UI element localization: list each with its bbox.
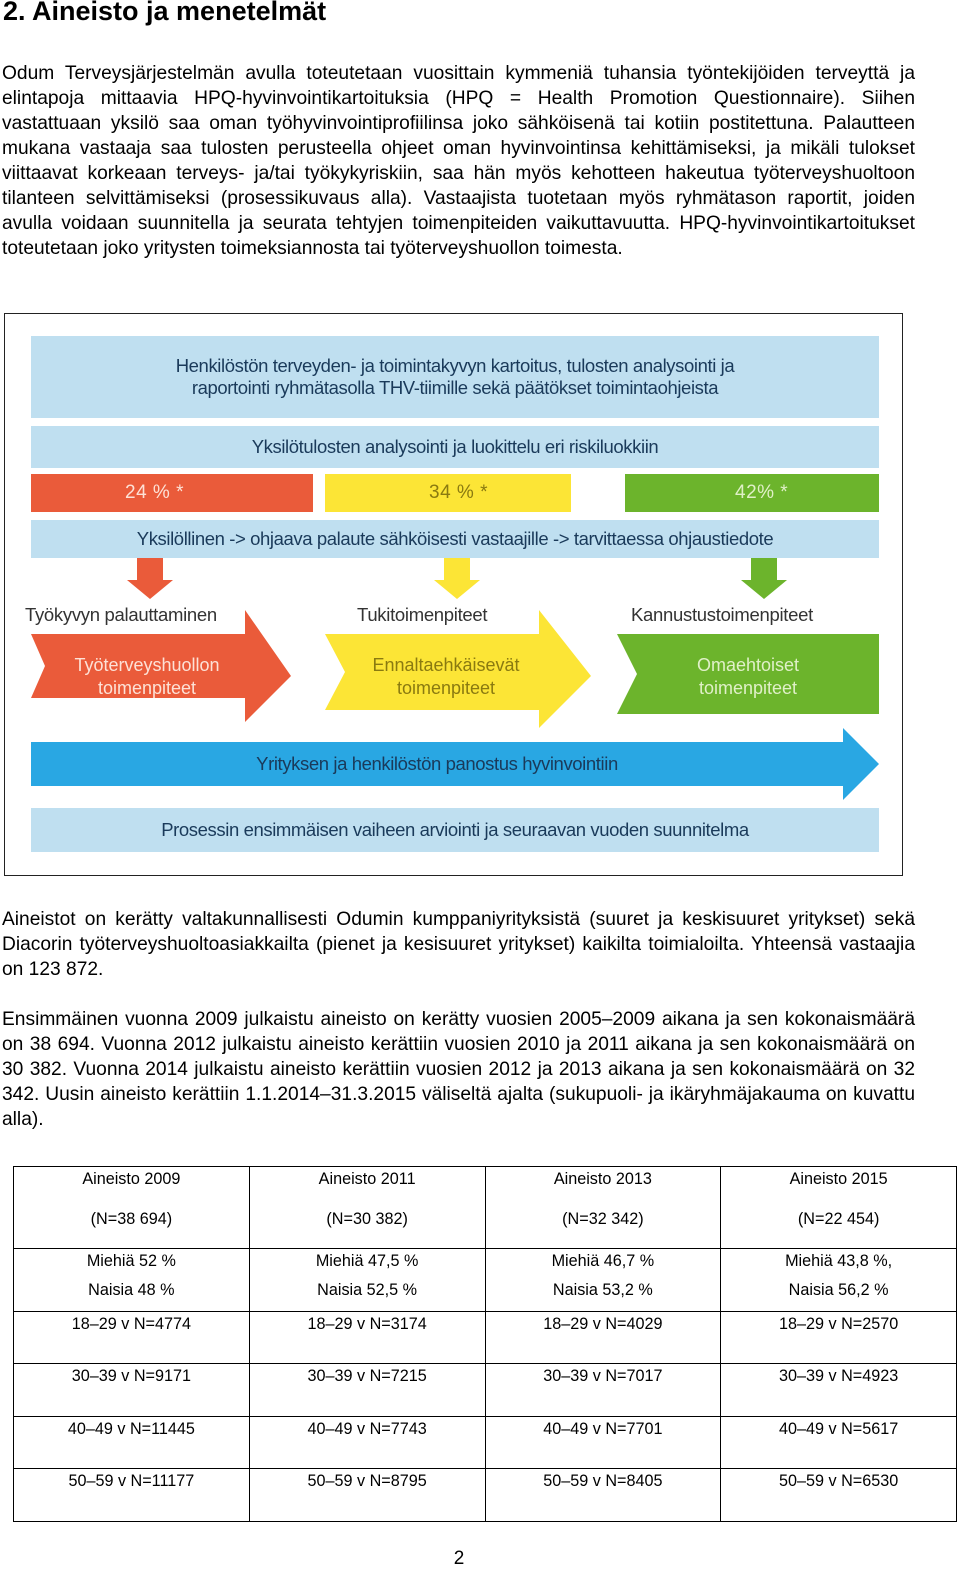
blue-arrow-text: Yrityksen ja henkilöstön panostus hyvinvointiin bbox=[256, 753, 618, 774]
section-heading: 2. Aineisto ja menetelmät bbox=[3, 0, 327, 26]
pct-yellow: 34 % * bbox=[429, 482, 488, 503]
down-arrow-yellow bbox=[434, 558, 480, 599]
table-row-gender bbox=[14, 1249, 957, 1312]
pct-red: 24 % * bbox=[125, 482, 184, 503]
intro-paragraph: Odum Terveysjärjestelmän avulla toteutetaan vuosittain kymmeniä tuhansia työntekijöiden terveyttä ja elintapoja mittaavia HPQ-hyvinvointikartoituksia (HPQ = Health Promotion Questionnaire). Siihen vastattuaan yksilö saa oman työhyvinvointiprofiilinsa joko sähköisenä tai kotiin postitettuna. Palautteen mukana vastaaja saa tulosten perusteella ohjeet oman hyvinvointinsa kehittämiseksi, ja mikäli tulokset viittaavat korkeaan terveys- ja/tai työkykyriskiin, saa hän myös kehotteen hakeutua työterveyshuoltoon tilanteen selvittämiseksi (prosessikuvaus alla). Vastaajista tuotetaan myös ryhmätason raportit, joiden avulla voidaan suunnitella ja seurata tehtyjen toimenpiteiden vaikuttavuutta. HPQ-hyvinvointikartoitukset toteutetaan joko yritysten toimeksiannosta tai työterveyshuollon toimesta. bbox=[2, 63, 915, 259]
table-cell: 30–39 v N=4923 bbox=[721, 1364, 957, 1417]
table-cell: 40–49 v N=5617 bbox=[721, 1417, 957, 1469]
table-cell: 18–29 v N=2570 bbox=[721, 1312, 957, 1364]
table-cell: 30–39 v N=7017 bbox=[485, 1364, 721, 1417]
table-cell: 30–39 v N=9171 bbox=[14, 1364, 250, 1417]
table-cell: 50–59 v N=8795 bbox=[249, 1469, 485, 1522]
label-work-ability: Työkyvyn palauttaminen bbox=[25, 604, 217, 625]
table-cell: 40–49 v N=7701 bbox=[485, 1417, 721, 1469]
table-cell: Miehiä 47,5 % Naisia 52,5 % bbox=[249, 1249, 485, 1312]
table-row-age-40-49 bbox=[14, 1417, 957, 1469]
table-row-age-18-29 bbox=[14, 1312, 957, 1364]
band-analysis-text: Yksilötulosten analysointi ja luokittelu eri riskiluokkiin bbox=[251, 436, 659, 457]
label-support: Tukitoimenpiteet bbox=[357, 604, 488, 625]
process-diagram bbox=[4, 313, 903, 876]
band-evaluation-text: Prosessin ensimmäisen vaiheen arviointi ja seuraavan vuoden suunnitelma bbox=[161, 819, 749, 840]
table-cell: Aineisto 2013 (N=32 342) bbox=[485, 1167, 721, 1249]
table-cell: 18–29 v N=4774 bbox=[14, 1312, 250, 1364]
table-cell: 30–39 v N=7215 bbox=[249, 1364, 485, 1417]
table-cell: 50–59 v N=8405 bbox=[485, 1469, 721, 1522]
band-assessment-line1: Henkilöstön terveyden- ja toimintakyvyn kartoitus, tulosten analysointi ja bbox=[175, 355, 735, 376]
arrow-green-line1: Omaehtoiset bbox=[696, 655, 800, 675]
down-arrow-green bbox=[741, 558, 787, 599]
arrow-green-text bbox=[645, 654, 851, 700]
arrow-green-line2: toimenpiteet bbox=[698, 678, 798, 698]
data-sources-paragraph: Aineistot on kerätty valtakunnallisesti Odumin kumppaniyrityksistä (suuret ja keskisuuret yritykset) sekä Diacorin työterveyshuoltoasiakkailta (pienet ja kesisuuret yritykset) kaikilta toimialoilta. Yhteensä vastaajia on 123 872. bbox=[2, 909, 915, 980]
table-cell: Aineisto 2011 (N=30 382) bbox=[249, 1167, 485, 1249]
table-cell: 50–59 v N=11177 bbox=[14, 1469, 250, 1522]
band-assessment-text bbox=[31, 336, 879, 418]
table-row-age-50-59 bbox=[14, 1469, 957, 1522]
data-collection-paragraph: Ensimmäinen vuonna 2009 julkaistu aineisto on kerätty vuosien 2005–2009 aikana ja sen kokonaismäärä on 38 694. Vuonna 2012 julkaistu aineisto kerättiin vuosien 2010 ja 2011 aikana ja sen kokonaismäärä on 30 382. Vuonna 2014 julkaistu aineisto kerättiin vuosien 2012 ja 2013 aikana ja sen kokonaismäärä on 32 342. Uusin aineisto kerättiin 1.1.2014–31.3.2015 väliseltä ajalta (sukupuoli- ja ikäryhmäjakauma on kuvattu alla). bbox=[2, 1009, 915, 1130]
down-arrow-red bbox=[127, 558, 173, 599]
page-number: 2 bbox=[453, 1548, 465, 1569]
arrow-yellow-text bbox=[345, 654, 547, 700]
arrow-yellow-line2: toimenpiteet bbox=[396, 678, 496, 698]
arrow-red-line2: toimenpiteet bbox=[97, 678, 197, 698]
table-cell: Miehiä 46,7 % Naisia 53,2 % bbox=[485, 1249, 721, 1312]
dataset-table bbox=[13, 1166, 957, 1522]
table-cell: 40–49 v N=7743 bbox=[249, 1417, 485, 1469]
band-assessment-line2: raportointi ryhmätasolla THV-tiimille sekä päätökset toimintaohjeista bbox=[191, 377, 719, 398]
table-cell: Aineisto 2009 (N=38 694) bbox=[14, 1167, 250, 1249]
arrow-red-text bbox=[51, 654, 243, 700]
band-feedback-text: Yksilöllinen -> ohjaava palaute sähköisesti vastaajille -> tarvittaessa ohjaustiedote bbox=[136, 528, 774, 549]
table-cell: Aineisto 2015 (N=22 454) bbox=[721, 1167, 957, 1249]
table-cell: Miehiä 43,8 %, Naisia 56,2 % bbox=[721, 1249, 957, 1312]
table-cell: Miehiä 52 % Naisia 48 % bbox=[14, 1249, 250, 1312]
arrow-red-line1: Työterveyshuollon bbox=[74, 655, 220, 675]
table-row-age-30-39 bbox=[14, 1364, 957, 1417]
table-row-title bbox=[14, 1167, 957, 1249]
table-cell: 40–49 v N=11445 bbox=[14, 1417, 250, 1469]
pct-green: 42% * bbox=[735, 482, 789, 503]
table-cell: 18–29 v N=3174 bbox=[249, 1312, 485, 1364]
table-cell: 18–29 v N=4029 bbox=[485, 1312, 721, 1364]
table-cell: 50–59 v N=6530 bbox=[721, 1469, 957, 1522]
arrow-yellow-line1: Ennaltaehkäisevät bbox=[372, 655, 520, 675]
label-encouragement: Kannustustoimenpiteet bbox=[631, 604, 813, 625]
